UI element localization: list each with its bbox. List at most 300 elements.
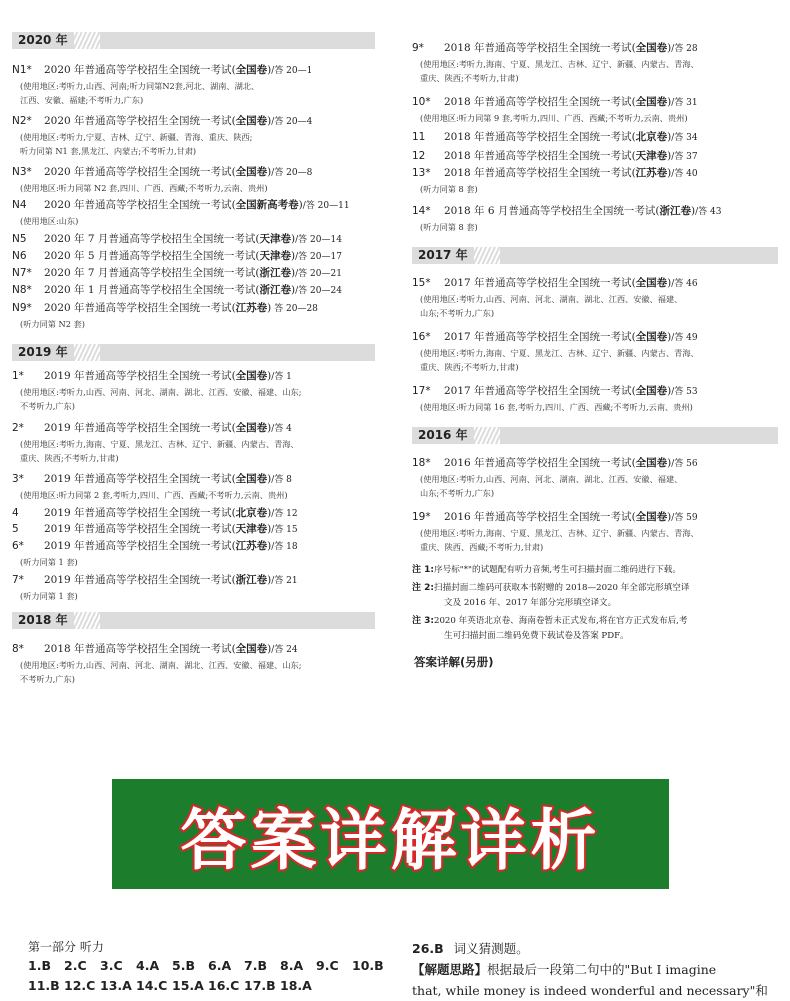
answer-item: 4.A — [136, 958, 160, 973]
answer-banner — [112, 779, 669, 889]
exam-entry — [12, 572, 394, 603]
exam-entry — [12, 265, 394, 282]
answer-item: 9.C — [316, 958, 339, 973]
paren: ( — [631, 131, 636, 143]
entry-title-line — [444, 148, 784, 165]
entry-usage-note: (使用地区:考听力,海南、宁夏、黑龙江、吉林、辽宁、新疆、内蒙古、青海、 — [420, 59, 699, 69]
paren: ) — [291, 233, 296, 245]
entry-number: 17* — [412, 385, 431, 397]
entry-number: 7* — [12, 574, 24, 586]
answer-row — [28, 976, 388, 996]
entry-tag: 北京卷 — [635, 131, 668, 143]
answer-item: 6.A — [208, 958, 232, 973]
entry-tag: 全国卷 — [235, 166, 268, 178]
entry-title-line — [44, 538, 394, 555]
paren: ( — [231, 166, 236, 178]
paren: ) — [667, 457, 672, 469]
exam-entry — [412, 329, 784, 374]
paren: ( — [255, 267, 260, 279]
entry-page-ref: /答 20—24 — [295, 286, 342, 296]
exam-entry — [12, 368, 394, 413]
paren: ( — [231, 199, 236, 211]
entry-tag: 江苏卷 — [635, 167, 668, 179]
entry-title-line — [44, 62, 394, 79]
footnote-line — [412, 596, 784, 611]
entry-title-line — [44, 164, 394, 181]
entry-title-line — [44, 368, 394, 385]
exam-entry — [12, 505, 394, 522]
year-label: 2017 年 — [418, 248, 468, 262]
paren: ) — [667, 511, 672, 523]
entry-tag: 浙江卷 — [259, 284, 292, 296]
entry-usage-note: 听力同第 N1 套,黑龙江、内蒙古;不考听力,甘肃) — [20, 146, 197, 156]
entry-number: N1* — [12, 64, 32, 76]
entry-page-ref: /答 12 — [271, 509, 298, 519]
footnote-line — [412, 563, 784, 578]
entry-title-line — [44, 521, 394, 538]
footnote-line — [412, 581, 784, 596]
entry-page-ref: /答 31 — [671, 98, 698, 108]
entry-title-line — [44, 282, 394, 299]
entry-page-ref: /答 20—17 — [295, 252, 342, 262]
entry-tag: 全国卷 — [635, 511, 668, 523]
exam-entry — [12, 420, 394, 465]
entry-title: 2019 年普通高等学校招生全国统一考试 — [44, 523, 232, 535]
answer-item: 11.B — [28, 978, 60, 993]
entry-title-line — [444, 509, 784, 526]
entry-title: 2019 年普通高等学校招生全国统一考试 — [44, 370, 232, 382]
paren: ) — [291, 250, 296, 262]
entry-number: 1* — [12, 370, 24, 382]
entry-page-ref: /答 53 — [671, 387, 698, 397]
exam-entry — [12, 248, 394, 265]
header-hatch — [474, 247, 500, 264]
entry-title: 2017 年普通高等学校招生全国统一考试 — [444, 277, 632, 289]
paren: ) — [667, 42, 672, 54]
paren: ) — [267, 523, 272, 535]
footnote-line — [412, 629, 784, 644]
answer-item: 5.B — [172, 958, 195, 973]
paren: ) — [267, 422, 272, 434]
entry-usage-note: (使用地区:考听力,海南、宁夏、黑龙江、吉林、辽宁、新疆、内蒙古、青海、 — [420, 528, 699, 538]
entry-usage-note: (使用地区:考听力,山西、河南、河北、湖南、湖北、江西、安徽、福建、 — [420, 474, 683, 484]
exam-entry — [12, 113, 394, 158]
entry-usage-note: (使用地区:考听力,宁夏、吉林、辽宁、新疆、青海、重庆、陕西; — [20, 132, 253, 142]
entry-page-ref: /答 20—4 — [271, 117, 313, 127]
exam-entry — [12, 62, 394, 107]
entry-title: 2020 年 7 月普通高等学校招生全国统一考试 — [44, 267, 256, 279]
entry-usage-note: (听力同第 N2 套) — [20, 319, 85, 329]
entry-number: 16* — [412, 331, 431, 343]
paren: ( — [655, 205, 660, 217]
explanation-line: that, while money is indeed wonderful and necessary"和 — [412, 983, 768, 998]
paren: ( — [231, 574, 236, 586]
paren: ) — [667, 331, 672, 343]
entry-title: 2020 年 5 月普通高等学校招生全国统一考试 — [44, 250, 256, 262]
entry-title: 2018 年普通高等学校招生全国统一考试 — [444, 42, 632, 54]
year-header — [12, 32, 375, 49]
exam-entry — [12, 471, 394, 502]
entry-title: 2020 年 1 月普通高等学校招生全国统一考试 — [44, 284, 256, 296]
entry-tag: 全国卷 — [235, 370, 268, 382]
entry-page-ref: 答 20—28 — [271, 304, 318, 314]
entry-title-line — [44, 113, 394, 130]
entry-title-line — [44, 197, 394, 214]
entry-usage-note: (使用地区:山东) — [20, 216, 79, 226]
entry-number: 10* — [412, 96, 431, 108]
header-hatch — [74, 32, 100, 49]
year-label: 2019 年 — [18, 345, 68, 359]
question-number: 26.B — [412, 941, 444, 956]
entry-number: 19* — [412, 511, 431, 523]
entry-tag: 江苏卷 — [235, 540, 268, 552]
entry-title: 2018 年普通高等学校招生全国统一考试 — [444, 150, 632, 162]
entry-title: 2020 年普通高等学校招生全国统一考试 — [44, 302, 232, 314]
paren: ) — [298, 199, 303, 211]
entry-usage-note: (使用地区:听力同第 9 套,考听力,四川、广西、西藏;不考听力,云南、贵州) — [420, 113, 688, 123]
entry-title: 2020 年普通高等学校招生全国统一考试 — [44, 115, 232, 127]
paren: ( — [231, 540, 236, 552]
entry-title: 2020 年普通高等学校招生全国统一考试 — [44, 166, 232, 178]
entry-page-ref: /答 20—1 — [271, 66, 313, 76]
entry-page-ref: /答 46 — [671, 279, 698, 289]
paren: ) — [267, 574, 272, 586]
exam-entry — [412, 129, 784, 146]
paren: ) — [267, 540, 272, 552]
explanation-line: 【解题思路】根据最后一段第二句中的"But I imagine — [412, 962, 717, 977]
entry-usage-note: (使用地区:考听力,山西、河南、河北、湖南、湖北、江西、安徽、福建、山东; — [20, 387, 302, 397]
entry-number: 3* — [12, 473, 24, 485]
paren: ) — [267, 643, 272, 655]
exam-entry — [12, 231, 394, 248]
entry-title: 2017 年普通高等学校招生全国统一考试 — [444, 385, 632, 397]
exam-entry — [12, 538, 394, 569]
footnote-label: 注 3: — [412, 616, 434, 626]
paren: ( — [255, 233, 260, 245]
footnote — [412, 581, 784, 611]
entry-usage-note: (听力同第 1 套) — [20, 557, 78, 567]
entry-title-line — [44, 265, 394, 282]
entry-page-ref: /答 18 — [271, 542, 298, 552]
entry-usage-note: 不考听力,广东) — [20, 674, 75, 684]
paren: ( — [631, 42, 636, 54]
entry-tag: 全国卷 — [235, 64, 268, 76]
paren: ( — [231, 643, 236, 655]
entry-title-line — [444, 383, 784, 400]
year-label: 2016 年 — [418, 428, 468, 442]
exam-entry — [12, 197, 394, 228]
paren: ( — [631, 385, 636, 397]
entry-title-line — [444, 94, 784, 111]
entry-title: 2019 年普通高等学校招生全国统一考试 — [44, 540, 232, 552]
year-label: 2020 年 — [18, 33, 68, 47]
exam-entry — [412, 40, 784, 85]
entry-page-ref: /答 34 — [671, 133, 698, 143]
entry-number: 15* — [412, 277, 431, 289]
entry-title: 2018 年普通高等学校招生全国统一考试 — [44, 643, 232, 655]
entry-number: N5 — [12, 233, 27, 245]
paren: ) — [267, 166, 272, 178]
entry-usage-note: (听力同第 8 套) — [420, 222, 478, 232]
entry-title-line — [444, 455, 784, 472]
paren: ( — [231, 473, 236, 485]
entry-tag: 江苏卷 — [235, 302, 268, 314]
footnote-line — [412, 614, 784, 629]
explanation-label: 【解题思路】 — [412, 962, 488, 977]
answer-item: 17.B — [244, 978, 276, 993]
entry-number: 2* — [12, 422, 24, 434]
entry-title: 2018 年 6 月普通高等学校招生全国统一考试 — [444, 205, 656, 217]
paren: ) — [267, 302, 272, 314]
paren: ) — [667, 96, 672, 108]
entry-usage-note: (使用地区:考听力,海南、宁夏、黑龙江、吉林、辽宁、新疆、内蒙古、青海、 — [20, 439, 299, 449]
entry-tag: 全国卷 — [635, 277, 668, 289]
year-header — [412, 247, 778, 264]
answer-item: 8.A — [280, 958, 304, 973]
paren: ) — [267, 64, 272, 76]
entry-tag: 全国卷 — [635, 331, 668, 343]
entry-page-ref: /答 8 — [271, 475, 292, 485]
paren: ) — [267, 507, 272, 519]
paren: ) — [291, 267, 296, 279]
exam-entry — [12, 521, 394, 538]
footnote-text: 扫描封面二维码可获取本书附赠的 2018—2020 年全部完形填空译 — [434, 583, 690, 593]
paren: ) — [667, 131, 672, 143]
footnote — [412, 563, 784, 578]
paren: ) — [667, 385, 672, 397]
year-header — [12, 344, 375, 361]
entry-number: 14* — [412, 205, 431, 217]
answer-key-block — [28, 938, 388, 996]
entry-page-ref: /答 28 — [671, 44, 698, 54]
entry-usage-note: 不考听力,广东) — [20, 401, 75, 411]
banner-title: 答案详解详析 — [180, 801, 601, 879]
paren: ) — [267, 115, 272, 127]
paren: ) — [667, 167, 672, 179]
exam-entry — [12, 641, 394, 686]
paren: ) — [291, 284, 296, 296]
paren: ( — [631, 457, 636, 469]
entry-usage-note: 重庆、陕西、西藏;不考听力,甘肃) — [420, 542, 544, 552]
entry-page-ref: /答 43 — [695, 207, 722, 217]
paren: ( — [631, 96, 636, 108]
entry-tag: 浙江卷 — [659, 205, 692, 217]
entry-usage-note: (使用地区:考听力,山西、河南、河北、湖南、湖北、江西、安徽、福建、山东; — [20, 660, 302, 670]
exam-entry — [412, 203, 784, 234]
exam-entry — [412, 275, 784, 320]
entry-number: N6 — [12, 250, 27, 262]
footnote-text: 生可扫描封面二维码免费下载试卷及答案 PDF。 — [444, 631, 629, 641]
exam-entry — [412, 455, 784, 500]
entry-title-line — [44, 420, 394, 437]
entry-usage-note: (使用地区:听力同第 16 套,考听力,四川、广西、西藏;不考听力,云南、贵州) — [420, 402, 693, 412]
paren: ( — [231, 64, 236, 76]
exam-entry — [412, 148, 784, 165]
entry-page-ref: /答 20—21 — [295, 269, 342, 279]
entry-number: 13* — [412, 167, 431, 179]
entry-number: 11 — [412, 131, 426, 143]
answer-item: 14.C — [136, 978, 168, 993]
entry-number: N8* — [12, 284, 32, 296]
paren: ) — [691, 205, 696, 217]
paren: ) — [667, 277, 672, 289]
entry-title-line — [44, 572, 394, 589]
entry-title-line — [444, 129, 784, 146]
entry-page-ref: /答 56 — [671, 459, 698, 469]
answer-item: 15.A — [172, 978, 204, 993]
entry-title: 2019 年普通高等学校招生全国统一考试 — [44, 473, 232, 485]
entry-page-ref: /答 20—8 — [271, 168, 313, 178]
answer-item: 18.A — [280, 978, 312, 993]
answer-item: 16.C — [208, 978, 240, 993]
footnote — [412, 614, 784, 644]
entry-tag: 天津卷 — [635, 150, 668, 162]
entry-title: 2020 年 7 月普通高等学校招生全国统一考试 — [44, 233, 256, 245]
entry-title-line — [444, 165, 784, 182]
entry-number: N2* — [12, 115, 32, 127]
entry-tag: 全国卷 — [235, 115, 268, 127]
entry-usage-note: (听力同第 1 套) — [20, 591, 78, 601]
answer-item: 12.C — [64, 978, 96, 993]
entry-page-ref: /答 21 — [271, 576, 298, 586]
entry-number: N9* — [12, 302, 32, 314]
entry-usage-note: 江西、安徽、福建;不考听力,广东) — [20, 95, 144, 105]
entry-title: 2019 年普通高等学校招生全国统一考试 — [44, 507, 232, 519]
entry-tag: 全国卷 — [635, 385, 668, 397]
paren: ( — [631, 167, 636, 179]
entry-title: 2016 年普通高等学校招生全国统一考试 — [444, 511, 632, 523]
entry-title: 2016 年普通高等学校招生全国统一考试 — [444, 457, 632, 469]
entry-tag: 全国新高考卷 — [235, 199, 299, 211]
footnote-text: 文及 2016 年、2017 年部分完形填空译文。 — [444, 598, 617, 608]
paren: ( — [231, 523, 236, 535]
paren: ) — [267, 473, 272, 485]
entry-page-ref: /答 40 — [671, 169, 698, 179]
entry-title-line — [444, 329, 784, 346]
exam-entry — [12, 282, 394, 299]
entry-page-ref: /答 20—11 — [302, 201, 350, 211]
paren: ( — [255, 284, 260, 296]
paren: ( — [231, 422, 236, 434]
entry-usage-note: 重庆、陕西;不考听力,甘肃) — [20, 453, 119, 463]
entry-usage-note: (使用地区:听力同第 2 套,考听力,四川、广西、西藏;不考听力,云南、贵州) — [20, 490, 288, 500]
explanation-block — [412, 938, 784, 1001]
entry-tag: 全国卷 — [235, 643, 268, 655]
paren: ( — [231, 370, 236, 382]
entry-usage-note: (听力同第 8 套) — [420, 184, 478, 194]
paren: ( — [255, 250, 260, 262]
paren: ( — [231, 115, 236, 127]
entry-page-ref: /答 59 — [671, 513, 698, 523]
entry-title-line — [44, 231, 394, 248]
question-type: 词义猜测题。 — [453, 941, 529, 956]
entry-number: 6* — [12, 540, 24, 552]
paren: ) — [667, 150, 672, 162]
answer-item: 2.C — [64, 958, 87, 973]
entry-page-ref: /答 24 — [271, 645, 298, 655]
answer-item: 3.C — [100, 958, 123, 973]
entry-title-line — [444, 203, 784, 220]
entry-number: 12 — [412, 150, 426, 162]
entry-title-line — [44, 641, 394, 658]
entry-number: 8* — [12, 643, 24, 655]
exam-entry — [412, 165, 784, 196]
answer-rows — [28, 956, 388, 996]
entry-usage-note: 山东;不考听力,广东) — [420, 308, 495, 318]
footnote-text: 序号标"*"的试题配有听力音频,考生可扫描封面二维码进行下载。 — [434, 565, 681, 575]
header-hatch — [74, 612, 100, 629]
entry-page-ref: /答 49 — [671, 333, 698, 343]
entry-tag: 天津卷 — [259, 250, 292, 262]
entry-usage-note: (使用地区:听力同第 N2 套,四川、广西、西藏;不考听力,云南、贵州) — [20, 183, 268, 193]
footnote-text: 2020 年英语北京卷、海南卷暂未正式发布,将在官方正式发布后,考 — [434, 616, 688, 626]
year-header — [12, 612, 375, 629]
answer-item: 10.B — [352, 958, 384, 973]
entry-tag: 全国卷 — [235, 422, 268, 434]
entry-tag: 浙江卷 — [259, 267, 292, 279]
paren: ) — [267, 370, 272, 382]
entry-title-line — [44, 471, 394, 488]
entry-page-ref: /答 1 — [271, 372, 292, 382]
answer-item: 13.A — [100, 978, 132, 993]
answer-detail-tag: 答案详解(另册) — [414, 655, 494, 669]
entry-number: 9* — [412, 42, 424, 54]
exam-entry — [12, 164, 394, 195]
paren: ( — [231, 302, 236, 314]
entry-title-line — [444, 40, 784, 57]
paren: ( — [631, 150, 636, 162]
entry-tag: 全国卷 — [235, 473, 268, 485]
entry-usage-note: (使用地区:考听力,海南、宁夏、黑龙江、吉林、辽宁、新疆、内蒙古、青海、 — [420, 348, 699, 358]
entry-page-ref: /答 37 — [671, 152, 698, 162]
footnote-label: 注 2: — [412, 583, 434, 593]
entry-title-line — [44, 300, 394, 317]
entry-usage-note: (使用地区:考听力,山西、河南、河北、湖南、湖北、江西、安徽、福建、 — [420, 294, 683, 304]
paren: ( — [631, 331, 636, 343]
entry-usage-note: 山东;不考听力,广东) — [420, 488, 495, 498]
answer-item: 7.B — [244, 958, 267, 973]
entry-title-line — [44, 248, 394, 265]
entry-title: 2019 年普通高等学校招生全国统一考试 — [44, 422, 232, 434]
entry-title-line — [44, 505, 394, 522]
entry-tag: 全国卷 — [635, 96, 668, 108]
header-hatch — [74, 344, 100, 361]
entry-tag: 天津卷 — [235, 523, 268, 535]
entry-number: 18* — [412, 457, 431, 469]
entry-title: 2019 年普通高等学校招生全国统一考试 — [44, 574, 232, 586]
answer-item: 1.B — [28, 958, 51, 973]
part-title: 第一部分 听力 — [28, 940, 104, 954]
exam-entry — [412, 509, 784, 554]
exam-entry — [412, 383, 784, 414]
footnote-label: 注 1: — [412, 565, 434, 575]
header-hatch — [474, 427, 500, 444]
entry-number: 5 — [12, 523, 19, 535]
entry-number: N4 — [12, 199, 27, 211]
entry-page-ref: /答 20—14 — [295, 235, 342, 245]
entry-title: 2020 年普通高等学校招生全国统一考试 — [44, 64, 232, 76]
entry-title: 2018 年普通高等学校招生全国统一考试 — [444, 96, 632, 108]
entry-title: 2018 年普通高等学校招生全国统一考试 — [444, 167, 632, 179]
entry-tag: 全国卷 — [635, 42, 668, 54]
year-label: 2018 年 — [18, 613, 68, 627]
entry-usage-note: 重庆、陕西;不考听力,甘肃) — [420, 362, 519, 372]
entry-number: N3* — [12, 166, 32, 178]
entry-page-ref: /答 15 — [271, 525, 298, 535]
exam-entry — [12, 300, 394, 331]
entry-number: N7* — [12, 267, 32, 279]
entry-title: 2017 年普通高等学校招生全国统一考试 — [444, 331, 632, 343]
